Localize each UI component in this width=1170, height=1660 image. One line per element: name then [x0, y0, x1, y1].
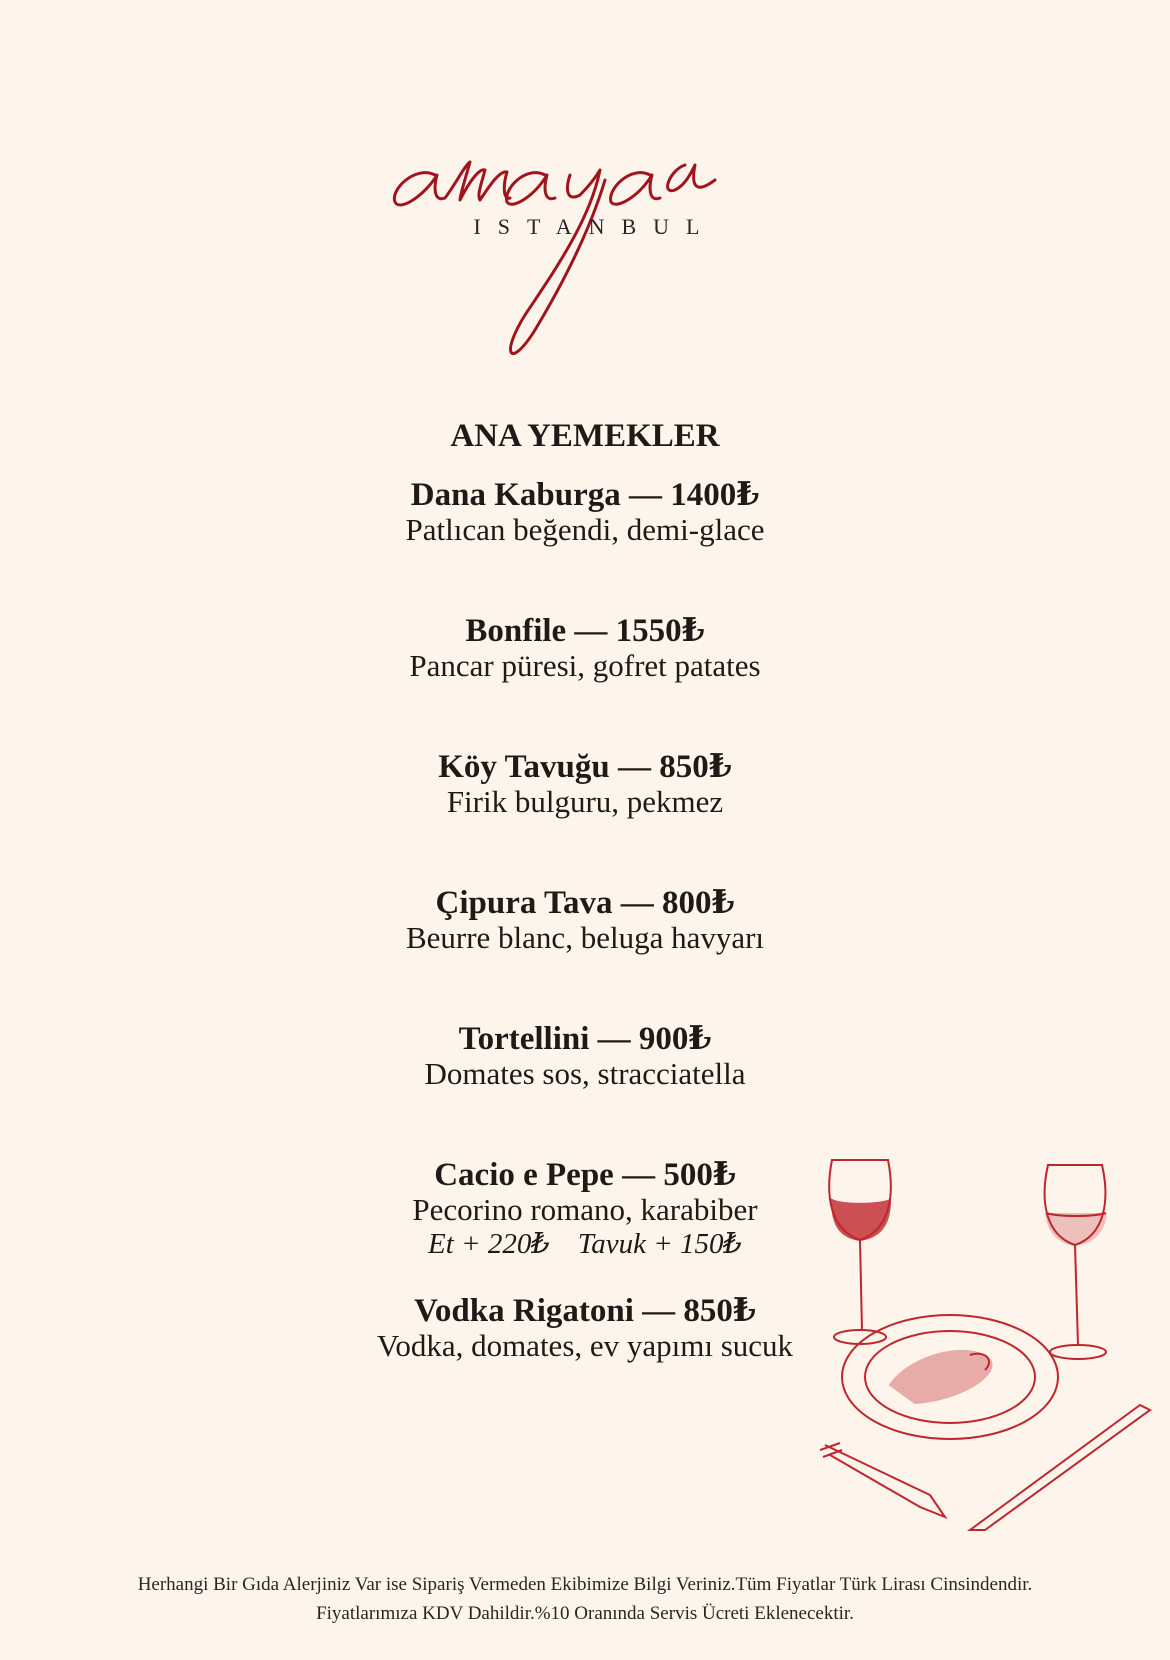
item-desc: Pancar püresi, gofret patates: [409, 648, 761, 683]
item-title: Dana Kaburga — 1400₺: [410, 477, 760, 513]
section-title: ANA YEMEKLER: [450, 418, 720, 454]
item-title: Bonfile — 1550₺: [465, 613, 705, 649]
item-desc: Domates sos, stracciatella: [424, 1056, 746, 1091]
footer-note: [0, 1570, 1170, 1628]
plate-icon: [842, 1315, 1058, 1439]
item-title: Tortellini — 900₺: [458, 1021, 712, 1057]
menu-item: [0, 477, 1170, 547]
amaya-script-logo: [385, 140, 785, 380]
item-desc: Beurre blanc, beluga havyarı: [405, 920, 765, 955]
knife-icon: [970, 1405, 1150, 1530]
brand-city: ISTANBUL: [473, 214, 717, 239]
fork-icon: [820, 1443, 945, 1517]
extra-option: Tavuk + 150₺: [577, 1228, 743, 1260]
item-title: Vodka Rigatoni — 850₺: [414, 1293, 756, 1329]
footer-line: Fiyatlarımıza KDV Dahildir.%10 Oranında Servis Ücreti Eklenecektir.: [316, 1603, 854, 1624]
item-desc: Vodka, domates, ev yapımı sucuk: [376, 1328, 794, 1363]
table-setting-illustration: [820, 1145, 1160, 1535]
menu-item: [0, 1021, 1170, 1091]
item-title: Çipura Tava — 800₺: [435, 885, 735, 921]
menu-item: [0, 885, 1170, 955]
item-title: Köy Tavuğu — 850₺: [438, 749, 732, 785]
item-desc: Patlıcan beğendi, demi-glace: [405, 512, 765, 547]
wine-glass-icon: [1045, 1165, 1106, 1359]
item-title: Cacio e Pepe — 500₺: [434, 1157, 736, 1193]
item-desc: Firik bulguru, pekmez: [446, 784, 724, 819]
item-desc: Pecorino romano, karabiber: [412, 1192, 758, 1227]
extra-option: Et + 220₺: [427, 1228, 550, 1260]
footer-line: Herhangi Bir Gıda Alerjiniz Var ise Sipariş Vermeden Ekibimize Bilgi Veriniz.Tüm Fiyatlar Türk Lirası Cinsindendir.: [137, 1574, 1033, 1595]
wine-glass-icon: [829, 1160, 891, 1344]
menu-item: [0, 613, 1170, 683]
menu-item: [0, 749, 1170, 819]
brand-logo: [385, 140, 785, 380]
